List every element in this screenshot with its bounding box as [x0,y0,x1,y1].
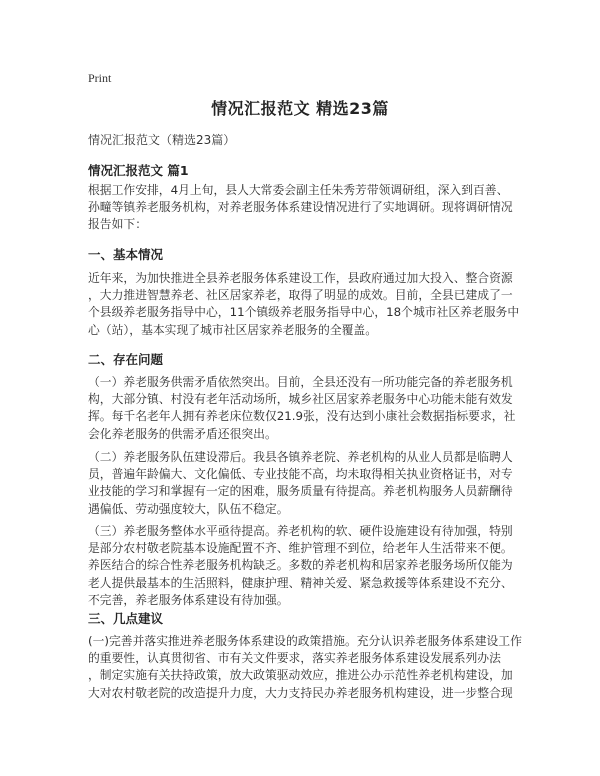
paragraph-line: 遇偏低、劳动强度较大，队伍不稳定。 [88,501,289,516]
paragraph-line: 的重要性，认真贯彻省、市有关文件要求，落实养老服务体系建设发展系列办法 [88,651,501,666]
paragraph-line: 报告如下： [88,217,147,232]
suggestion-1-paragraph [88,633,522,702]
document-subtitle: 情况汇报范文（精选23篇） [88,133,236,147]
section-heading-basic-situation: 一、基本情况 [88,247,164,262]
paragraph-line: 业技能的学习和掌握有一定的困难，服务质量有待提高。养老机构服务人员薪酬待 [88,484,513,499]
paragraph-line: ，大力推进智慧养老、社区居家养老，取得了明显的成效。目前，全县已建成了一 [88,288,513,303]
paragraph-line: （一）养老服务供需矛盾依然突出。目前，全县还没有一所功能完备的养老服务机 [88,375,513,389]
paragraph-line: (一)完善并落实推进养老服务体系建设的政策措施。充分认识养老服务体系建设工作 [88,634,522,648]
paragraph-line: （二）养老服务队伍建设滞后。我县各镇养老院、养老机构的从业人员都是临聘人 [88,450,513,464]
section-heading-suggestions: 三、几点建议 [88,611,164,626]
intro-paragraph [88,182,518,234]
section-heading-problems: 二、存在问题 [88,352,164,367]
paragraph-line: 是部分农村敬老院基本设施配置不齐、维护管理不到位，给老年人生活带来不便。 [88,541,513,556]
print-label[interactable]: Print [88,71,112,85]
document-title: 情况汇报范文 精选23篇 [211,99,389,118]
paragraph-line: 养医结合的综合性养老服务机构缺乏。多数的养老机构和居家养老服务场所仅能为 [88,558,513,573]
paragraph-line: 不完善，养老服务体系建设有待加强。 [88,592,289,607]
paragraph-line: 近年来，为加快推进全县养老服务体系建设工作，县政府通过加大投入、整合资源 [88,271,513,285]
paragraph-line: 会化养老服务的供需矛盾还很突出。 [88,426,277,441]
paragraph-line: 构，大部分镇、村没有老年活动场所，城乡社区居家养老服务中心功能未能有效发 [88,392,513,407]
heading-article-1: 情况汇报范文 篇1 [88,163,189,178]
paragraph-line: 个县级养老服务指导中心，11个镇级养老服务指导中心，18个城市社区养老服务中 [88,305,520,320]
problem-1-paragraph [88,374,518,443]
problem-2-paragraph [88,449,518,518]
paragraph-line: 根据工作安排，4月上旬，县人大常委会副主任朱秀芳带领调研组，深入到百善、 [88,183,509,197]
paragraph-line: ，制定实施有关扶持政策，放大政策驱动效应，推进公办示范性养老机构建设，加 [88,668,513,683]
basic-situation-paragraph [88,270,518,339]
paragraph-line: 挥。每千名老年人拥有养老床位数仅21.9张，没有达到小康社会数据指标要求，社 [88,409,516,424]
paragraph-line: 员，普遍年龄偏大、文化偏低、专业技能不高，均未取得相关执业资格证书，对专 [88,467,513,482]
paragraph-line: 老人提供最基本的生活照料，健康护理、精神关爱、紧急救援等体系建设不充分、 [88,575,513,590]
paragraph-line: （三）养老服务整体水平亟待提高。养老机构的软、硬件设施建设有待加强，特别 [88,524,513,538]
paragraph-line: 孙疃等镇养老服务机构，对养老服务体系建设情况进行了实地调研。现将调研情况 [88,200,513,215]
problem-3-paragraph [88,523,518,609]
paragraph-line: 大对农村敬老院的改造提升力度，大力支持民办养老服务机构建设，进一步整合现 [88,685,513,700]
paragraph-line: 心（站），基本实现了城市社区居家养老服务的全覆盖。 [88,322,378,337]
